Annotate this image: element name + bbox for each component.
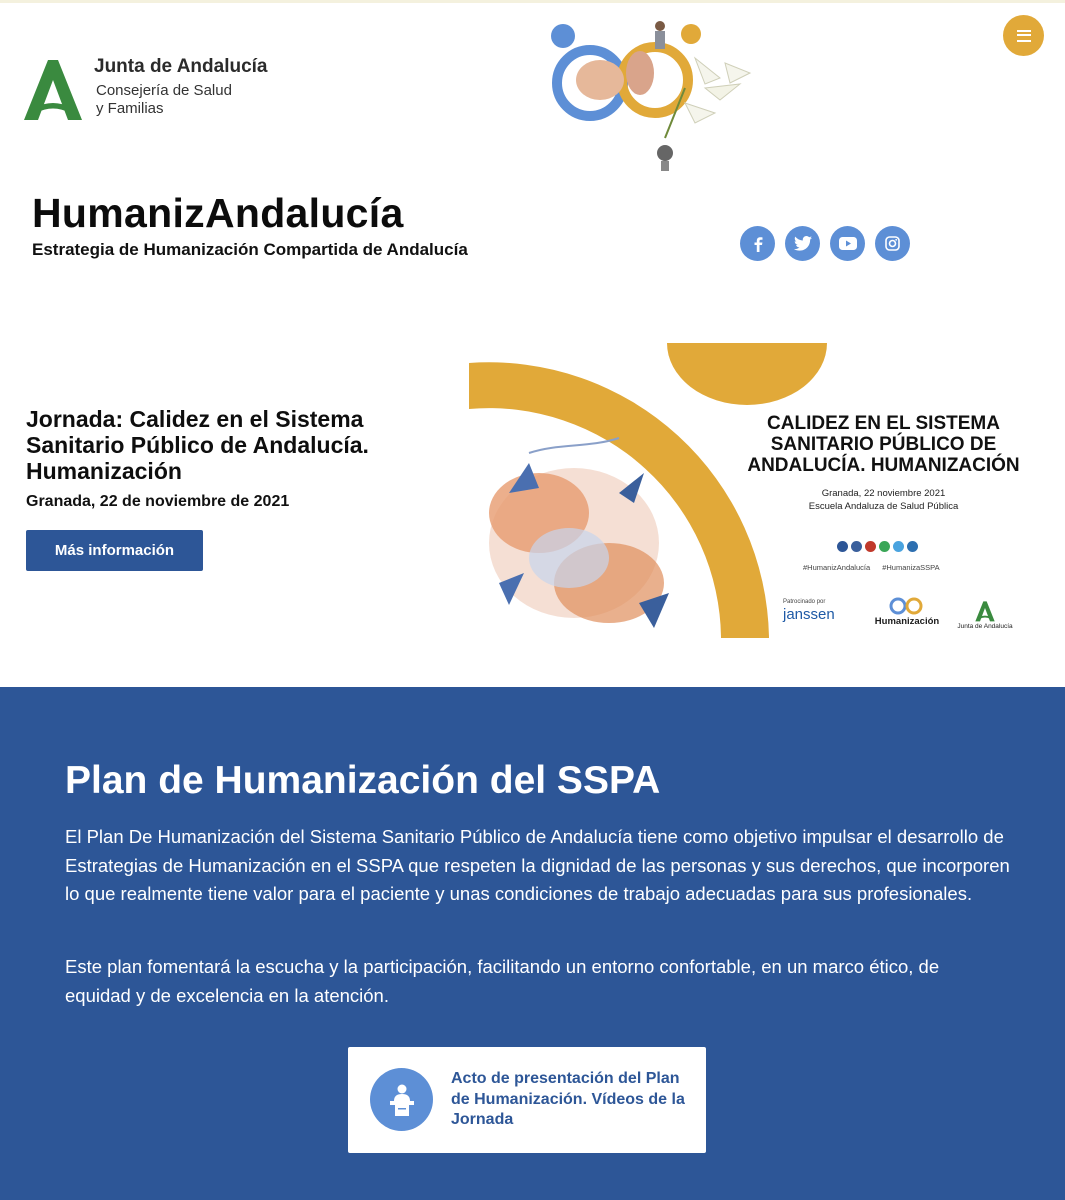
- more-info-button[interactable]: Más información: [26, 530, 203, 571]
- menu-button[interactable]: [1003, 15, 1044, 56]
- logo-title: Junta de Andalucía: [94, 56, 268, 77]
- event-title: Jornada: Calidez en el Sistema Sanitario Público de Andalucía. Humanización: [26, 406, 369, 484]
- sponsor-name: janssen: [783, 606, 835, 623]
- junta-logo[interactable]: [20, 56, 280, 122]
- poster-linkedin-icon: [907, 541, 918, 552]
- logo-subtitle: [96, 82, 232, 118]
- event-date: Granada, 22 de noviembre de 2021: [26, 493, 290, 510]
- poster-facebook-icon: [837, 541, 848, 552]
- site-subtitle: Estrategia de Humanización Compartida de Andalucía: [32, 240, 468, 259]
- top-border: [0, 0, 1065, 3]
- hamburger-menu-icon: [1017, 30, 1031, 42]
- poster-hashtags: [803, 563, 950, 572]
- infinity-icon: [887, 595, 927, 615]
- plan-title: Plan de Humanización del SSPA: [65, 759, 661, 802]
- presentation-videos-card[interactable]: [348, 1047, 706, 1153]
- speaker-podium-icon: [370, 1068, 433, 1131]
- poster-junta-logo: Junta de Andalucía: [953, 600, 1017, 630]
- event-poster[interactable]: [469, 343, 1039, 638]
- poster-humanizacion-logo: Humanización: [867, 595, 947, 627]
- logo-subtitle-line2: y Familias: [96, 100, 164, 117]
- site-title: HumanizAndalucía: [32, 190, 404, 236]
- humanizacion-hero-illustration: [545, 18, 765, 178]
- plan-paragraph-1: El Plan De Humanización del Sistema Sanitario Público de Andalucía tiene como objetivo impulsar el desarrollo de Estrategias de Humanización en el SSPA que respeten la dignidad de las personas y sus derechos, que incorporen lo que realmente tiene valor para el paciente y unas condiciones de trabajo adecuadas para sus profesionales.: [65, 826, 1010, 904]
- junta-andalucia-a-icon: [974, 600, 996, 622]
- sponsor-label: Patrocinado por: [783, 599, 826, 605]
- poster-hashtag-2: #HumanizaSSPA: [882, 563, 940, 572]
- youtube-icon[interactable]: [830, 226, 865, 261]
- presentation-videos-link[interactable]: Acto de presentación del Plan de Humanización. Vídeos de la Jornada: [451, 1070, 685, 1128]
- poster-twitter-icon: [893, 541, 904, 552]
- poster-title: CALIDEZ EN EL SISTEMA SANITARIO PÚBLICO DE ANDALUCÍA. HUMANIZACIÓN: [747, 413, 1020, 476]
- poster-instagram-icon: [851, 541, 862, 552]
- plan-paragraph-2: Este plan fomentará la escucha y la participación, facilitando un entorno confortable, en un marco ético, de equidad y de excelencia en la atención.: [65, 956, 940, 1006]
- poster-date-venue: [731, 487, 1036, 513]
- instagram-icon[interactable]: [875, 226, 910, 261]
- junta-andalucia-a-icon: [20, 58, 86, 120]
- plan-section: [0, 687, 1065, 1200]
- twitter-icon[interactable]: [785, 226, 820, 261]
- poster-venue: Escuela Andaluza de Salud Pública: [808, 501, 959, 512]
- facebook-icon[interactable]: [740, 226, 775, 261]
- social-links: [740, 226, 910, 262]
- poster-hashtag-1: #HumanizAndalucía: [803, 563, 871, 572]
- logo-subtitle-line1: Consejería de Salud: [96, 82, 232, 99]
- poster-sponsor: [783, 599, 853, 623]
- poster-date: Granada, 22 noviembre 2021: [821, 488, 946, 499]
- poster-social-icons: [837, 541, 918, 552]
- poster-whatsapp-icon: [879, 541, 890, 552]
- poster-youtube-icon: [865, 541, 876, 552]
